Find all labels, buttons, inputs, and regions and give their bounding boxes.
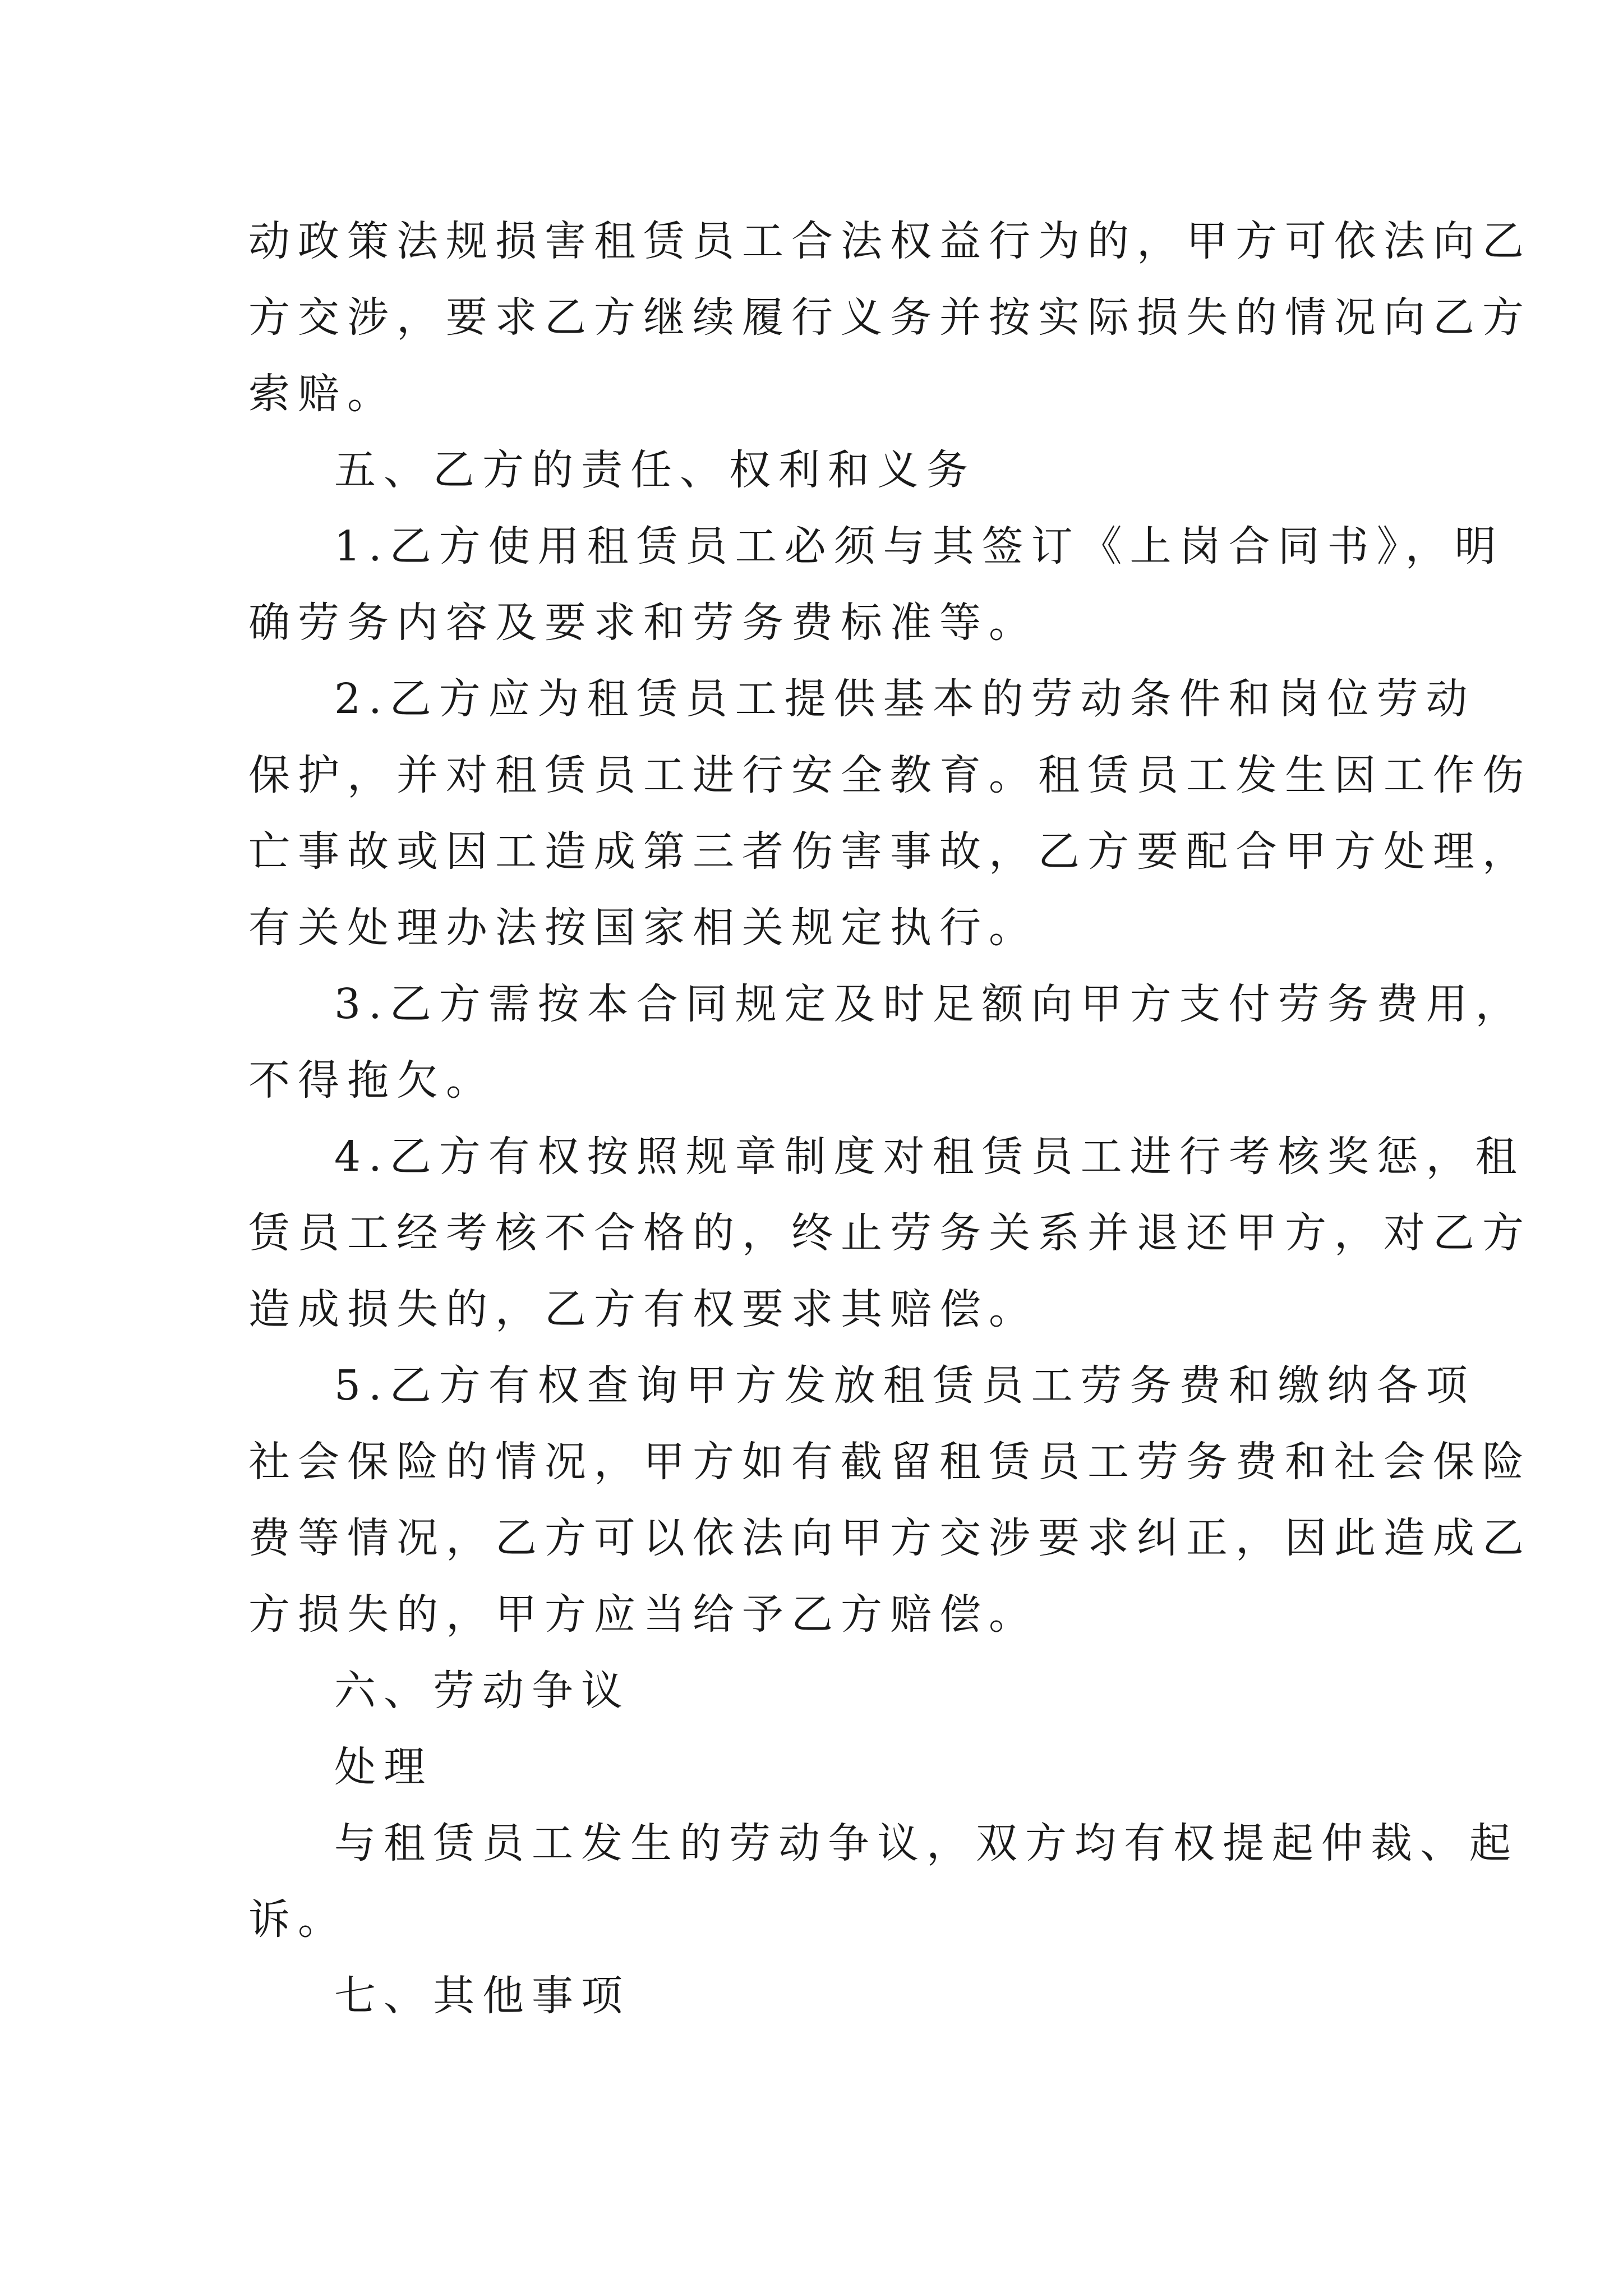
section-heading-7: 七、其他事项 <box>334 1972 630 2020</box>
paragraph-line: 诉。 <box>248 1895 347 1944</box>
paragraph-line: 费等情况，乙方可以依法向甲方交涉要求纠正，因此造成乙 <box>248 1514 1532 1562</box>
paragraph-line: 3.乙方需按本合同规定及时足额向甲方支付劳务费用， <box>334 980 1525 1028</box>
paragraph-line: 5.乙方有权查询甲方发放租赁员工劳务费和缴纳各项 <box>334 1361 1476 1410</box>
section-heading-5: 五、乙方的责任、权利和义务 <box>334 446 976 494</box>
paragraph-line: 亡事故或因工造成第三者伤害事故，乙方要配合甲方处理， <box>248 827 1532 876</box>
paragraph-line: 不得拖欠。 <box>248 1056 495 1105</box>
paragraph-line: 保护，并对租赁员工进行安全教育。租赁员工发生因工作伤 <box>248 751 1532 799</box>
paragraph-line: 造成损失的，乙方有权要求其赔偿。 <box>248 1285 1038 1333</box>
paragraph-line: 方交涉，要求乙方继续履行义务并按实际损失的情况向乙方 <box>248 293 1532 342</box>
paragraph-line: 社会保险的情况，甲方如有截留租赁员工劳务费和社会保险 <box>248 1438 1532 1486</box>
section-heading-6: 六、劳动争议 <box>334 1667 630 1715</box>
paragraph-line: 方损失的，甲方应当给予乙方赔偿。 <box>248 1590 1038 1639</box>
paragraph-line: 动政策法规损害租赁员工合法权益行为的，甲方可依法向乙 <box>248 217 1532 265</box>
paragraph-line: 与租赁员工发生的劳动争议，双方均有权提起仲裁、起 <box>334 1819 1519 1867</box>
paragraph-line: 有关处理办法按国家相关规定执行。 <box>248 904 1038 952</box>
paragraph-line: 赁员工经考核不合格的，终止劳务关系并退还甲方，对乙方 <box>248 1209 1532 1257</box>
paragraph-line: 确劳务内容及要求和劳务费标准等。 <box>248 599 1038 647</box>
paragraph-line: 处理 <box>334 1743 433 1791</box>
paragraph-line: 2.乙方应为租赁员工提供基本的劳动条件和岗位劳动 <box>334 675 1476 723</box>
paragraph-line: 索赔。 <box>248 370 396 418</box>
paragraph-line: 1.乙方使用租赁员工必须与其签订《上岗合同书》，明 <box>334 522 1504 570</box>
paragraph-line: 4.乙方有权按照规章制度对租赁员工进行考核奖惩，租 <box>334 1133 1525 1181</box>
